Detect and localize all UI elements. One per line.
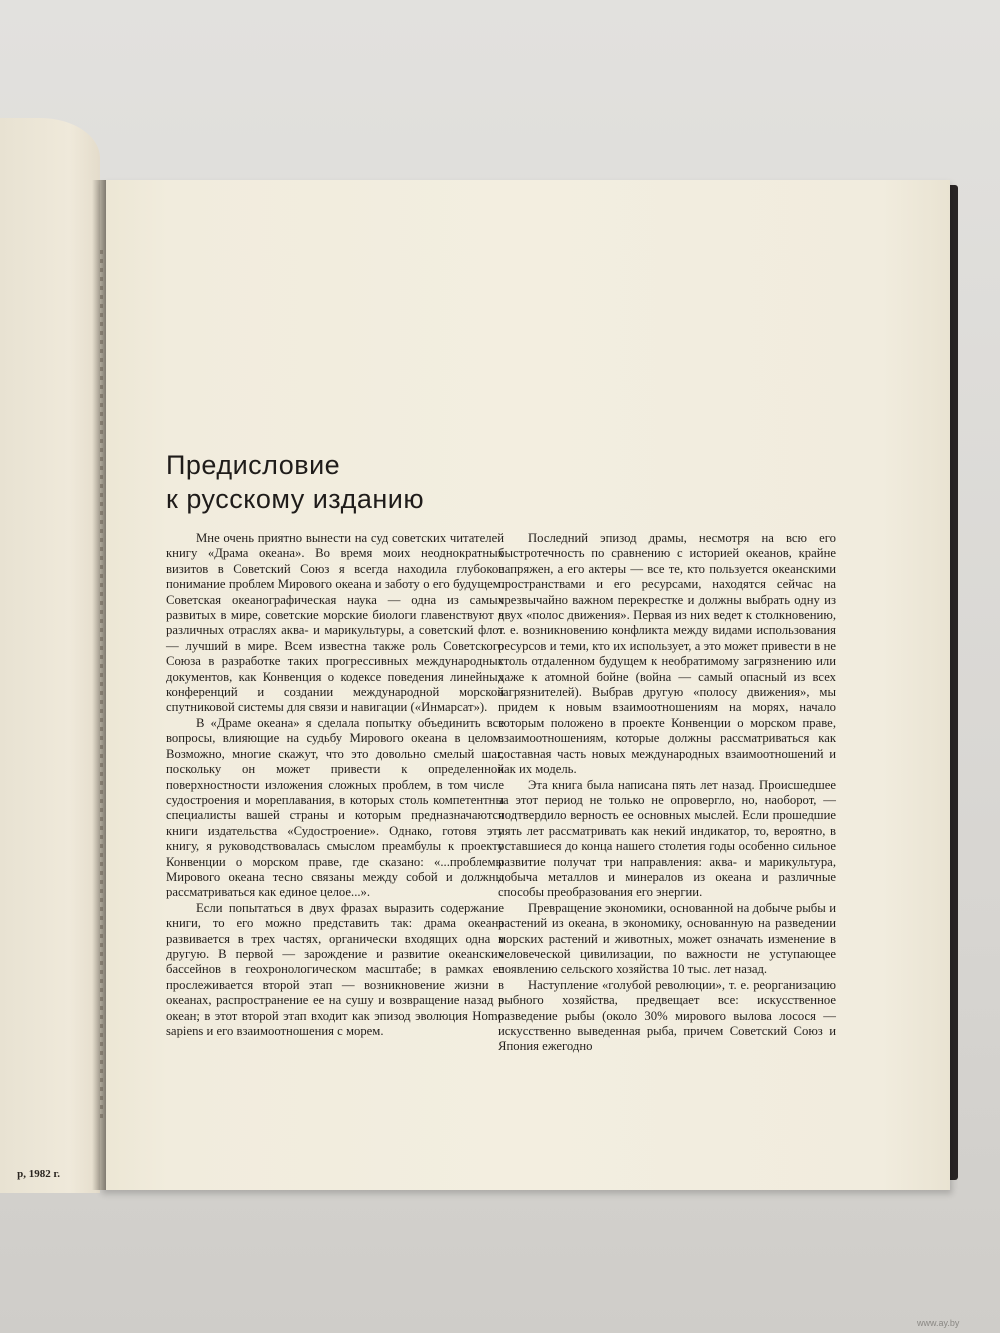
paragraph: Наступление «голубой революции», т. е. реорганизацию рыбного хозяйства, предвещает все: искусственное разведение рыбы (около 30% мирового вылова лосося — искусственно выведенная рыба, причем Советский Союз и Япония ежегодно	[498, 977, 836, 1054]
paragraph: В «Драме океана» я сделала попытку объединить все вопросы, влияющие на судьбу Мирового океана в целом. Возможно, многие скажут, что это довольно смелый шаг, поскольку он может привести к определенной поверхностности изложения сложных проблем, в том числе судостроения и мореплавания, в которых столь компетентны специалисты вашей страны и которым предназначаются книги издательства «Судостроение». Однако, готовя эту книгу, я руководствовалась смыслом преамбулы к проекту Конвенции о морском праве, где сказано: «...проблемы Мирового океана тесно связаны между собой и должны рассматриваться как единое целое...».	[166, 715, 504, 900]
gutter-shadow	[92, 180, 106, 1190]
paragraph: Превращение экономики, основанной на добыче рыбы и растений из океана, в экономику, основанную на разведении морских растений и животных, может означать изменение в человеческой цивилизации, по важности не уступающее появлению сельского хозяйства 10 тыс. лет назад.	[498, 900, 836, 977]
title-line-1: Предисловие	[166, 450, 341, 480]
text-column-right	[498, 531, 836, 1055]
left-page-footnote: р, 1982 г.	[17, 1168, 60, 1180]
paragraph: Мне очень приятно вынести на суд советских читателей книгу «Драма океана». Во время моих неоднократных визитов в Советский Союз я всегда находила глубокое понимание проблем Мирового океана и заботу о его будущем. Советская океанографическая наука — одна из самых развитых в мире, советские морские биологи главенствуют в различных отраслях аква- и марикультуры, а советский флот — лучший в мире. Всем известна также роль Советского Союза в разработке таких прогрессивных международных документов, как Конвенция о кодексе поведения линейных конференций и создании международной морской спутниковой системы для связи и навигации («Инмарсат»).	[166, 531, 504, 715]
binding-stitches	[100, 250, 103, 1120]
watermark: www.ay.by	[917, 1318, 960, 1328]
left-page	[0, 118, 100, 1193]
paragraph: Эта книга была написана пять лет назад. Происшедшее за этот период не только не опровергло, но, наоборот, — подтвердило верность ее основных мыслей. Если прошедшие пять лет рассматривать как некий индикатор, то, вероятно, в оставшиеся до конца нашего столетия годы особенно сильное развитие получат три направления: аква- и марикультура, добыча металлов и минералов из океана и различные способы преобразования его энергии.	[498, 777, 836, 900]
title-line-2: к русскому изданию	[166, 484, 425, 514]
paragraph: Если попытаться в двух фразах выразить содержание книги, то его можно представить так: драма океана развивается в трех частях, органически входящих одна в другую. В первой — зарождение и развитие океанских бассейнов в геохронологическом масштабе; в рамках ее прослеживается второй этап — возникновение жизни в океанах, распространение ее на сушу и возвращение назад в океан; в этот второй этап входит как эпизод эволюция Homo sapiens и его взаимоотношения с морем.	[166, 900, 504, 1038]
paragraph: Последний эпизод драмы, несмотря на всю его быстротечность по сравнению с историей океанов, крайне напряжен, а его актеры — все те, кто пользуется океанскими пространствами и его ресурсами, находятся сейчас на чрезвычайно важном перекрестке и должны выбрать одну из двух «полос движения». Первая из них ведет к столкновению, т. е. возникновению конфликта между видами использования ресурсов и теми, кто их использует, а это может привести в не столь отдаленном будущем к необратимому загрязнению или даже к атомной бойне (война — самый опасный из всех загрязнителей). Выбрав другую «полосу движения», мы придем к новым взаимоотношениям на морях, начало которым положено в проекте Конвенции о морском праве, взаимоотношениям, которые должны рассматриваться как составная часть новых международных взаимоотношений и как их модель.	[498, 531, 836, 777]
text-column-left	[166, 531, 504, 1039]
page-title	[166, 448, 566, 516]
